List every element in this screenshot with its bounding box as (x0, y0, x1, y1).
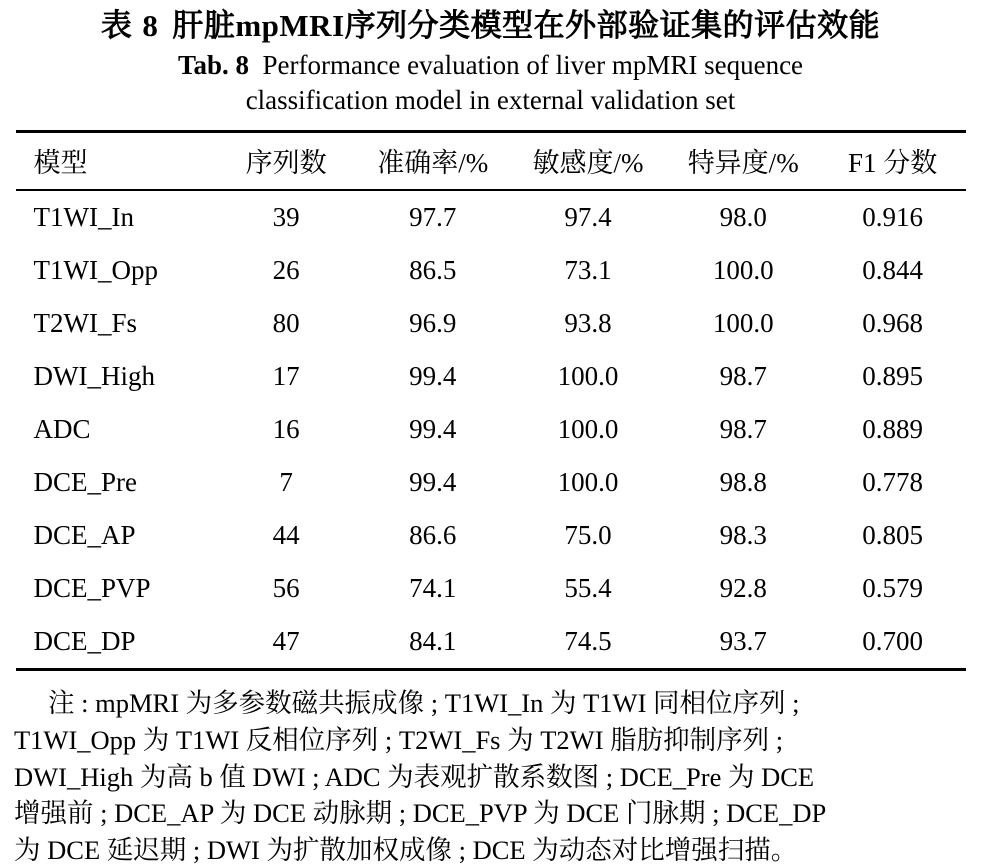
cell-sensitivity: 73.1 (564, 255, 612, 286)
column-header-specificity: 特异度/% (687, 148, 799, 179)
cell-model: DCE_Pre (33, 467, 137, 498)
cell-sequence-count: 26 (272, 255, 300, 286)
cell-model: DWI_High (33, 361, 155, 392)
cell-accuracy: 86.6 (409, 520, 457, 551)
cell-model: DCE_AP (33, 520, 136, 551)
table-footnote (14, 685, 969, 868)
cell-sensitivity: 75.0 (564, 520, 612, 551)
cell-f1: 0.844 (862, 255, 923, 286)
caption-en-title-line2: classification model in external validation set (245, 85, 736, 116)
footnote-line-3: DWI_High 为高 b 值 DWI ; ADC 为表观扩散系数图 ; DCE_Pre 为 DCE (14, 761, 815, 792)
cell-sensitivity: 93.8 (564, 308, 612, 339)
cell-accuracy: 84.1 (409, 626, 457, 657)
cell-sensitivity: 100.0 (557, 467, 619, 498)
cell-specificity: 92.8 (719, 573, 767, 604)
footnote-line-1: 注 : mpMRI 为多参数磁共振成像 ; T1WI_In 为 T1WI 同相位序列 ; (48, 688, 800, 719)
table-header-row (16, 132, 966, 191)
cell-f1: 0.579 (862, 573, 923, 604)
cell-accuracy: 99.4 (409, 467, 457, 498)
cell-accuracy: 86.5 (409, 255, 457, 286)
caption-cn-number: 8 (142, 8, 159, 43)
table-row (16, 509, 966, 562)
cell-f1: 0.889 (862, 414, 923, 445)
cell-f1: 0.778 (862, 467, 923, 498)
footnote-line-4: 增强前 ; DCE_AP 为 DCE 动脉期 ; DCE_PVP 为 DCE 门脉期 ; DCE_DP (14, 798, 827, 829)
table-row (16, 350, 966, 403)
footnote-line-5: 为 DCE 延迟期 ; DWI 为扩散加权成像 ; DCE 为动态对比增强扫描。 (14, 834, 798, 865)
table-row (16, 244, 966, 297)
cell-sequence-count: 80 (272, 308, 300, 339)
caption-chinese (14, 6, 967, 46)
table-row (16, 297, 966, 350)
cell-sensitivity: 100.0 (557, 361, 619, 392)
cell-f1: 0.968 (862, 308, 923, 339)
cell-sensitivity: 55.4 (564, 573, 612, 604)
cell-sensitivity: 74.5 (564, 626, 612, 657)
table-row (16, 456, 966, 509)
cell-accuracy: 96.9 (409, 308, 457, 339)
column-header-sensitivity: 敏感度/% (532, 148, 644, 179)
table-header (16, 132, 966, 191)
cell-model: T1WI_Opp (33, 255, 158, 286)
cell-sequence-count: 47 (272, 626, 300, 657)
cell-model: DCE_DP (33, 626, 136, 657)
cell-sensitivity: 97.4 (564, 202, 612, 233)
column-header-sequence-count: 序列数 (245, 148, 327, 179)
table-body (16, 190, 966, 670)
caption-en-title-line1: Performance evaluation of liver mpMRI sequence (262, 50, 804, 81)
performance-table (16, 130, 966, 671)
cell-model: DCE_PVP (33, 573, 151, 604)
cell-specificity: 98.8 (719, 467, 767, 498)
cell-f1: 0.916 (862, 202, 923, 233)
cell-model: T1WI_In (33, 202, 134, 233)
cell-specificity: 98.3 (719, 520, 767, 551)
cell-specificity: 100.0 (712, 308, 774, 339)
cell-specificity: 100.0 (712, 255, 774, 286)
cell-specificity: 98.7 (719, 361, 767, 392)
caption-english (14, 48, 967, 118)
cell-sensitivity: 100.0 (557, 414, 619, 445)
cell-sequence-count: 16 (272, 414, 300, 445)
table-row (16, 403, 966, 456)
cell-accuracy: 99.4 (409, 414, 457, 445)
cell-sequence-count: 44 (272, 520, 300, 551)
caption-cn-title: 肝脏mpMRI序列分类模型在外部验证集的评估效能 (172, 8, 881, 43)
cell-sequence-count: 56 (272, 573, 300, 604)
caption-cn-label: 表 (100, 8, 133, 43)
table-row (16, 190, 966, 244)
cell-f1: 0.805 (862, 520, 923, 551)
column-header-f1: F1 分数 (847, 148, 938, 179)
table-row (16, 615, 966, 670)
cell-specificity: 98.7 (719, 414, 767, 445)
column-header-model: 模型 (33, 148, 88, 179)
caption-en-label: Tab. 8 (177, 50, 249, 81)
cell-model: T2WI_Fs (33, 308, 137, 339)
cell-accuracy: 99.4 (409, 361, 457, 392)
cell-sequence-count: 39 (272, 202, 300, 233)
cell-f1: 0.700 (862, 626, 923, 657)
cell-sequence-count: 7 (279, 467, 293, 498)
cell-accuracy: 97.7 (409, 202, 457, 233)
footnote-line-2: T1WI_Opp 为 T1WI 反相位序列 ; T2WI_Fs 为 T2WI 脂肪抑制序列 ; (14, 725, 784, 756)
cell-specificity: 98.0 (719, 202, 767, 233)
cell-f1: 0.895 (862, 361, 923, 392)
cell-specificity: 93.7 (719, 626, 767, 657)
cell-accuracy: 74.1 (409, 573, 457, 604)
cell-model: ADC (33, 414, 91, 445)
table-row (16, 562, 966, 615)
column-header-accuracy: 准确率/% (377, 148, 489, 179)
table-caption (14, 6, 967, 118)
cell-sequence-count: 17 (272, 361, 300, 392)
